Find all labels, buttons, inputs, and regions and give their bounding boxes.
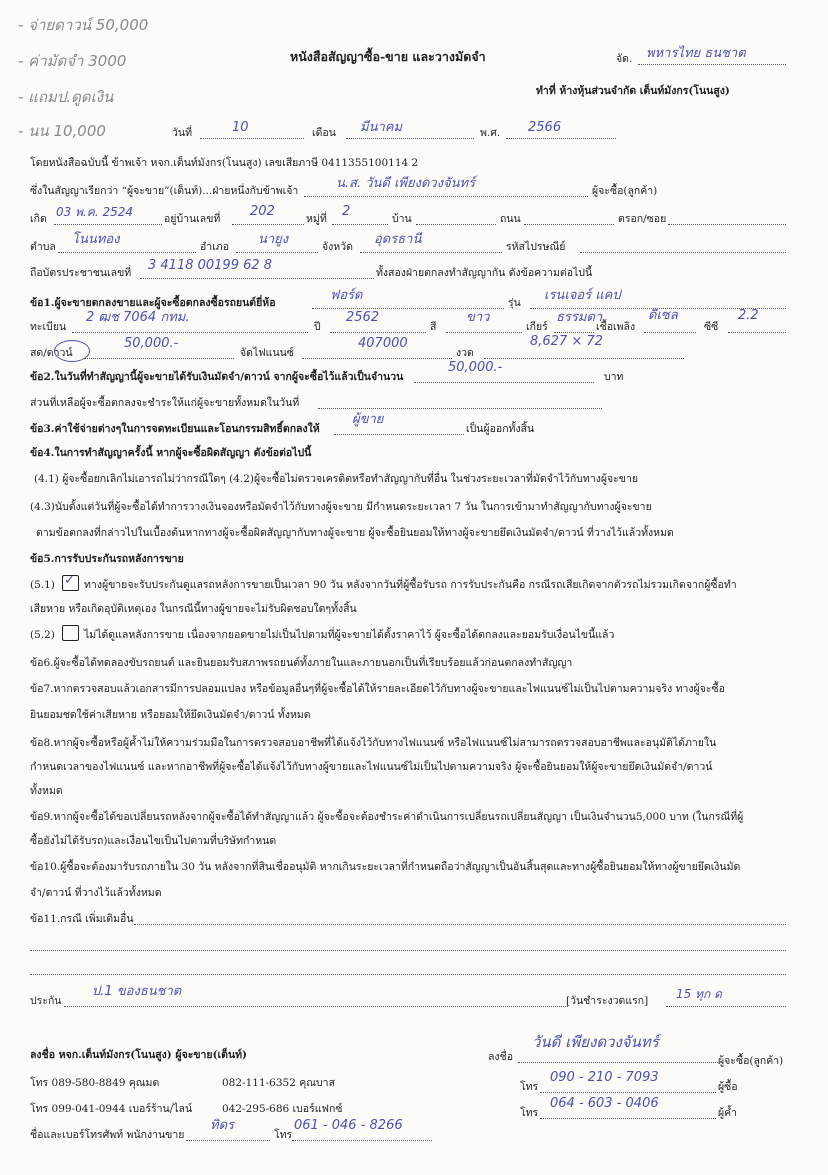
option-5-1-num: (5.1) [30,579,55,591]
intro-line: ซึ่งในสัญญาเรียกว่า “ผู้จะขาย”(เต็นท์)...ฝ่ายหนึ่งกับข้าพเจ้า [30,185,299,197]
clause2-line: ข้อ2.ในวันที่ทำสัญญานี้ผู้จะขายได้รับเงินมัดจำ/ดาวน์ จากผู้จะซื้อไว้แล้วเป็นจำนวน [30,371,404,383]
option-5-1-checkbox[interactable] [62,575,79,591]
clause9: ข้อ9.หากผู้จะซื้อได้ขอเปลี่ยนรถหลังจากผู้จะซื้อได้ทำสัญญาแล้ว ผู้จะซื้อจะต้องชำระค่าดำเนินการเปลี่ยนรถเปลี่ยนสัญญา เป็นเงินจำนวน5,000 บาท (ในกรณีที่ผู้ [30,811,744,823]
guarantor-phone: 064 - 603 - 0406 [550,1096,659,1111]
birth-label: เกิด [30,213,47,225]
clause11: ข้อ11.กรณี เพิ่มเติมอื่น [30,913,134,925]
id-value: 3 4118 00199 62 8 [148,258,273,273]
clause4-text: ตามข้อตกลงที่กล่าวไปในเบื้องต้นหากทางผู้จะซื้อผิดสัญญากับทางผู้จะขาย ผู้จะซื้อยินยอมให้ทางผู้จะขายยึดเงินมัดจำ/ดาวน์ ที่วางไว้แล้วทั้งหมด [36,527,674,539]
clause6: ข้อ6.ผู้จะซื้อได้ทดลองขับรถยนต์ และยินยอมรับสภาพรถยนต์ทั้งภายในและภายนอกเป็นที่เรียบร้อยแล้วก่อนตกลงทำสัญญา [30,657,573,669]
salesperson-tel-label: โทร [274,1129,293,1141]
moo-value: 2 [342,204,351,219]
cc-label: ซีซี [704,321,719,333]
car-cc: 2.2 [738,308,759,323]
deposit-unit: บาท [604,371,624,383]
buyer-phone-role: ผู้ซื้อ [718,1081,738,1093]
first-payment-value: 15 ทุก ด [676,987,722,1001]
margin-note: - แถมป.ดูดเงิน [18,88,114,106]
written-at-value: พหารไทย ธนชาต [646,46,746,61]
buyer-sign-label: ลงชื่อ [488,1051,513,1063]
fee-payer: ผู้ขาย [352,412,384,427]
day-label: วันที่ [172,127,192,139]
clause9: ซื้อยังไม่ได้รับรถ)และเงื่อนไขเป็นไปตามที่บริษัทกำหนด [30,835,277,847]
salesperson-name: ทิดร [210,1118,234,1133]
car-gear: ธรรมดา [556,310,603,325]
house-label: อยู่บ้านเลขที่ [164,213,221,225]
buyer-signature: วันดี เพียงดวงจันทร์ [532,1033,659,1051]
margin-note: - ค่ามัดจำ 3000 [18,52,127,70]
year-label: พ.ศ. [480,127,501,139]
district-value: นายูง [258,232,289,247]
month-value: มีนาคม [360,120,403,135]
moo-label: หมู่ที่ [306,213,327,225]
shop-phone: โทร 089-580-8849 คุณมด [30,1077,160,1089]
price-label: สด/ดาวน์ [30,347,73,359]
province-value: อุดรธานี [374,232,422,247]
clause5-title: ข้อ5.การรับประกันรถหลังการขาย [30,553,184,565]
clause3-suffix: เป็นผู้ออกทั้งสิ้น [466,423,535,435]
soi-label: ตรอก/ซอย [618,213,667,225]
written-at-label: จัด. [616,53,633,65]
option-5-2-num: (5.2) [30,629,55,641]
shop-phone: 082-111-6352 คุณบาส [222,1077,335,1089]
house-value: 202 [250,204,275,219]
month-label: เดือน [312,127,336,139]
option-5-2-text: ไม่ได้ดูแลหลังการขาย เนื่องจากยอดขายไม่เป็นไปตามที่ผู้จะขายได้ตั้งราคาไว้ ผู้จะซื้อได้ตกลงและยอมรับเงื่อนไขนี้แล้ว [84,629,615,641]
guarantor-phone-role: ผู้ค้ำ [718,1107,738,1119]
shop-phone: 042-295-686 เบอร์แฟกซ์ [222,1103,343,1115]
salesperson-label: ชื่อและเบอร์โทรศัพท์ พนักงานขาย [30,1129,185,1141]
clause8: ทั้งหมด [30,785,63,797]
id-label: ถือบัตรประชาชนเลขที่ [30,267,132,279]
car-year: 2562 [346,310,380,325]
down-payment: 50,000.- [124,336,179,351]
option-5-2-checkbox[interactable] [62,625,79,641]
deposit-amount: 50,000.- [448,360,503,375]
clause10: ข้อ10.ผู้ซื้อจะต้องมารับรถภายใน 30 วัน หลังจากที่สินเชื่ออนุมัติ หากเกินระยะเวลาที่กำหนดถือว่าสัญญาเป็นอันสิ้นสุดและทางผู้ซื้อยินยอมให้ทางผู้ขายยึดเงินมัด [30,861,741,873]
subdistrict-value: โนนทอง [72,232,120,247]
intro-line: โดยหนังสือฉบับนี้ ข้าพเจ้า หจก.เต็นท์มังกร(โนนสูง) เลขเสียภาษี 0411355100114 2 [30,157,419,169]
road-label: ถนน [500,213,521,225]
page-title: หนังสือสัญญาซื้อ-ขาย และวางมัดจำ [290,49,486,64]
car-model: เรนเจอร์ แคป [544,288,621,303]
option-5-1-text: ทางผู้ขายจะรับประกันดูแลรถหลังการขายเป็นเวลา 90 วัน หลังจากวันที่ผู้ซื้อรับรถ การรับประกันคือ กรณีรถเสียเกิดจากตัวรถไม่รวมเกิดจากผู้ซื้อทำ [84,579,737,591]
margin-note: - จ่ายดาวน์ 50,000 [18,16,149,34]
clause1-label: ข้อ1.ผู้จะขายตกลงขายและผู้จะซื้อตกลงซื้อรถยนต์ยี่ห้อ [30,297,276,309]
clause10: จำ/ดาวน์ ที่วางไว้แล้วทั้งหมด [30,887,162,899]
clause4-text: (4.3)นับตั้งแต่วันที่ผู้จะซื้อได้ทำการวางเงินจองหรือมัดจำไว้กับทางผู้จะขาย มีกำหนดระยะเวลา 7 วัน ในการเข้ามาทำสัญญากับทางผู้จะขาย [30,501,652,513]
check-mark-icon: ✓ [64,573,75,588]
clause2-line: ส่วนที่เหลือผู้จะซื้อตกลงจะชำระให้แก่ผู้จะขายทั้งหมดในวันที่ [30,397,300,409]
clause8: ข้อ8.หากผู้จะซื้อหรือผู้ค้ำไม่ให้ความร่วมมือในการตรวจสอบอาชีพที่ได้แจ้งไว้กับทางไฟแนนซ์ หรือไฟแนนซ์ไม่สามารถตรวจสอบอาชีพและอนุมัติได้ภายใน [30,737,717,749]
clause3-line: ข้อ3.ค่าใช้จ่ายต่างๆในการจดทะเบียนและโอนกรรมสิทธิ์ตกลงให้ [30,423,320,435]
buyer-phone: 090 - 210 - 7093 [550,1070,659,1085]
company-line: ทำที่ ห้างหุ้นส่วนจำกัด เต็นท์มังกร(โนนสูง) [536,85,730,97]
margin-note: - นน 10,000 [18,122,106,140]
reg-label: ทะเบียน [30,321,67,333]
year-value: 2566 [528,120,562,135]
day-value: 10 [232,120,249,135]
finance-amount: 407000 [358,336,408,351]
buyer-sign-role: ผู้จะซื้อ(ลูกค้า) [718,1055,784,1067]
clause7: ข้อ7.หากตรวจสอบแล้วเอกสารมีการปลอมแปลง หรือข้อมูลอื่นๆที่ผู้จะซื้อได้ให้รายละเอียดไว้กับทางผู้จะขายและไฟแนนซ์ไม่เป็นไปตามความจริง ทางผู้จะซื้อ [30,683,725,695]
option-5-1-text: เสียหาย หรือเกิดอุบัติเหตุเอง ในกรณีนี้ทางผู้ขายจะไม่รับผิดชอบใดๆทั้งสิ้น [30,603,357,615]
model-label: รุ่น [508,297,521,309]
insurance-value: ป.1 ของธนชาต [92,984,182,999]
clause4-title: ข้อ4.ในการทำสัญญาครั้งนี้ หากผู้จะซื้อผิดสัญญา ดังข้อต่อไปนี้ [30,447,312,459]
clause4-text: (4.1) ผู้จะซื้อยกเลิกไม่เอารถไม่ว่ากรณีใดๆ (4.2)ผู้จะซื้อไม่ตรวจเครดิตหรือทำสัญญากับที่อื่น ในช่วงระยะเวลาที่มัดจำไว้กับทางผู้จะขาย [34,473,639,485]
clause8: กำหนดเวลาของไฟแนนซ์ และหากอาชีพที่ผู้จะซื้อได้แจ้งไว้กับทางผู้ขายและไฟแนนซ์ไม่เป็นไปตามความจริง ผู้จะซื้อยินยอมให้ผู้จะขายยึดเงินมัดจำ/ดาวน์ [30,761,713,773]
car-reg: 2 ฒช 7064 กทม. [86,310,190,325]
car-fuel: ดีเซล [648,308,678,323]
year-label-car: ปี [314,321,321,333]
fuel-label: เชื้อเพลิง [596,321,636,333]
car-brand: ฟอร์ด [330,288,363,303]
buyer-role: ผู้จะซื้อ(ลูกค้า) [592,185,658,197]
clause7: ยินยอมชดใช้ค่าเสียหาย หรือยอมให้ยึดเงินมัดจำ/ดาวน์ ทั้งหมด [30,709,311,721]
salesperson-phone: 061 - 046 - 8266 [294,1118,403,1133]
insurance-label: ประกัน [30,995,62,1007]
birth-value: 03 พ.ค. 2524 [56,205,134,219]
guarantor-tel-label: โทร [520,1107,539,1119]
finance-label: จัดไฟแนนซ์ [240,347,294,359]
id-suffix: ทั้งสองฝ่ายตกลงทำสัญญากัน ดังข้อความต่อไปนี้ [376,267,593,279]
car-color: ขาว [466,310,490,325]
inst-label: งวด [456,347,474,359]
subdistrict-label: ตำบล [30,241,56,253]
first-payment-label: [วันชำระงวดแรก] [566,995,649,1007]
buyer-name: น.ส. วันดี เพียงดวงจันทร์ [336,176,476,191]
buyer-tel-label: โทร [520,1081,539,1093]
installment: 8,627 × 72 [530,334,603,349]
postcode-label: รหัสไปรษณีย์ [506,241,566,253]
province-label: จังหวัด [322,241,353,253]
gear-label: เกียร์ [526,321,548,333]
color-label: สี [430,321,437,333]
shop-phone: โทร 099-041-0944 เบอร์ร้าน/ไลน์ [30,1103,193,1115]
village-label: บ้าน [392,213,412,225]
seller-signature-line: ลงชื่อ หจก.เต็นท์มังกร(โนนสูง) ผู้จะขาย(เต็นท์) [30,1049,248,1061]
district-label: อำเภอ [200,241,230,253]
